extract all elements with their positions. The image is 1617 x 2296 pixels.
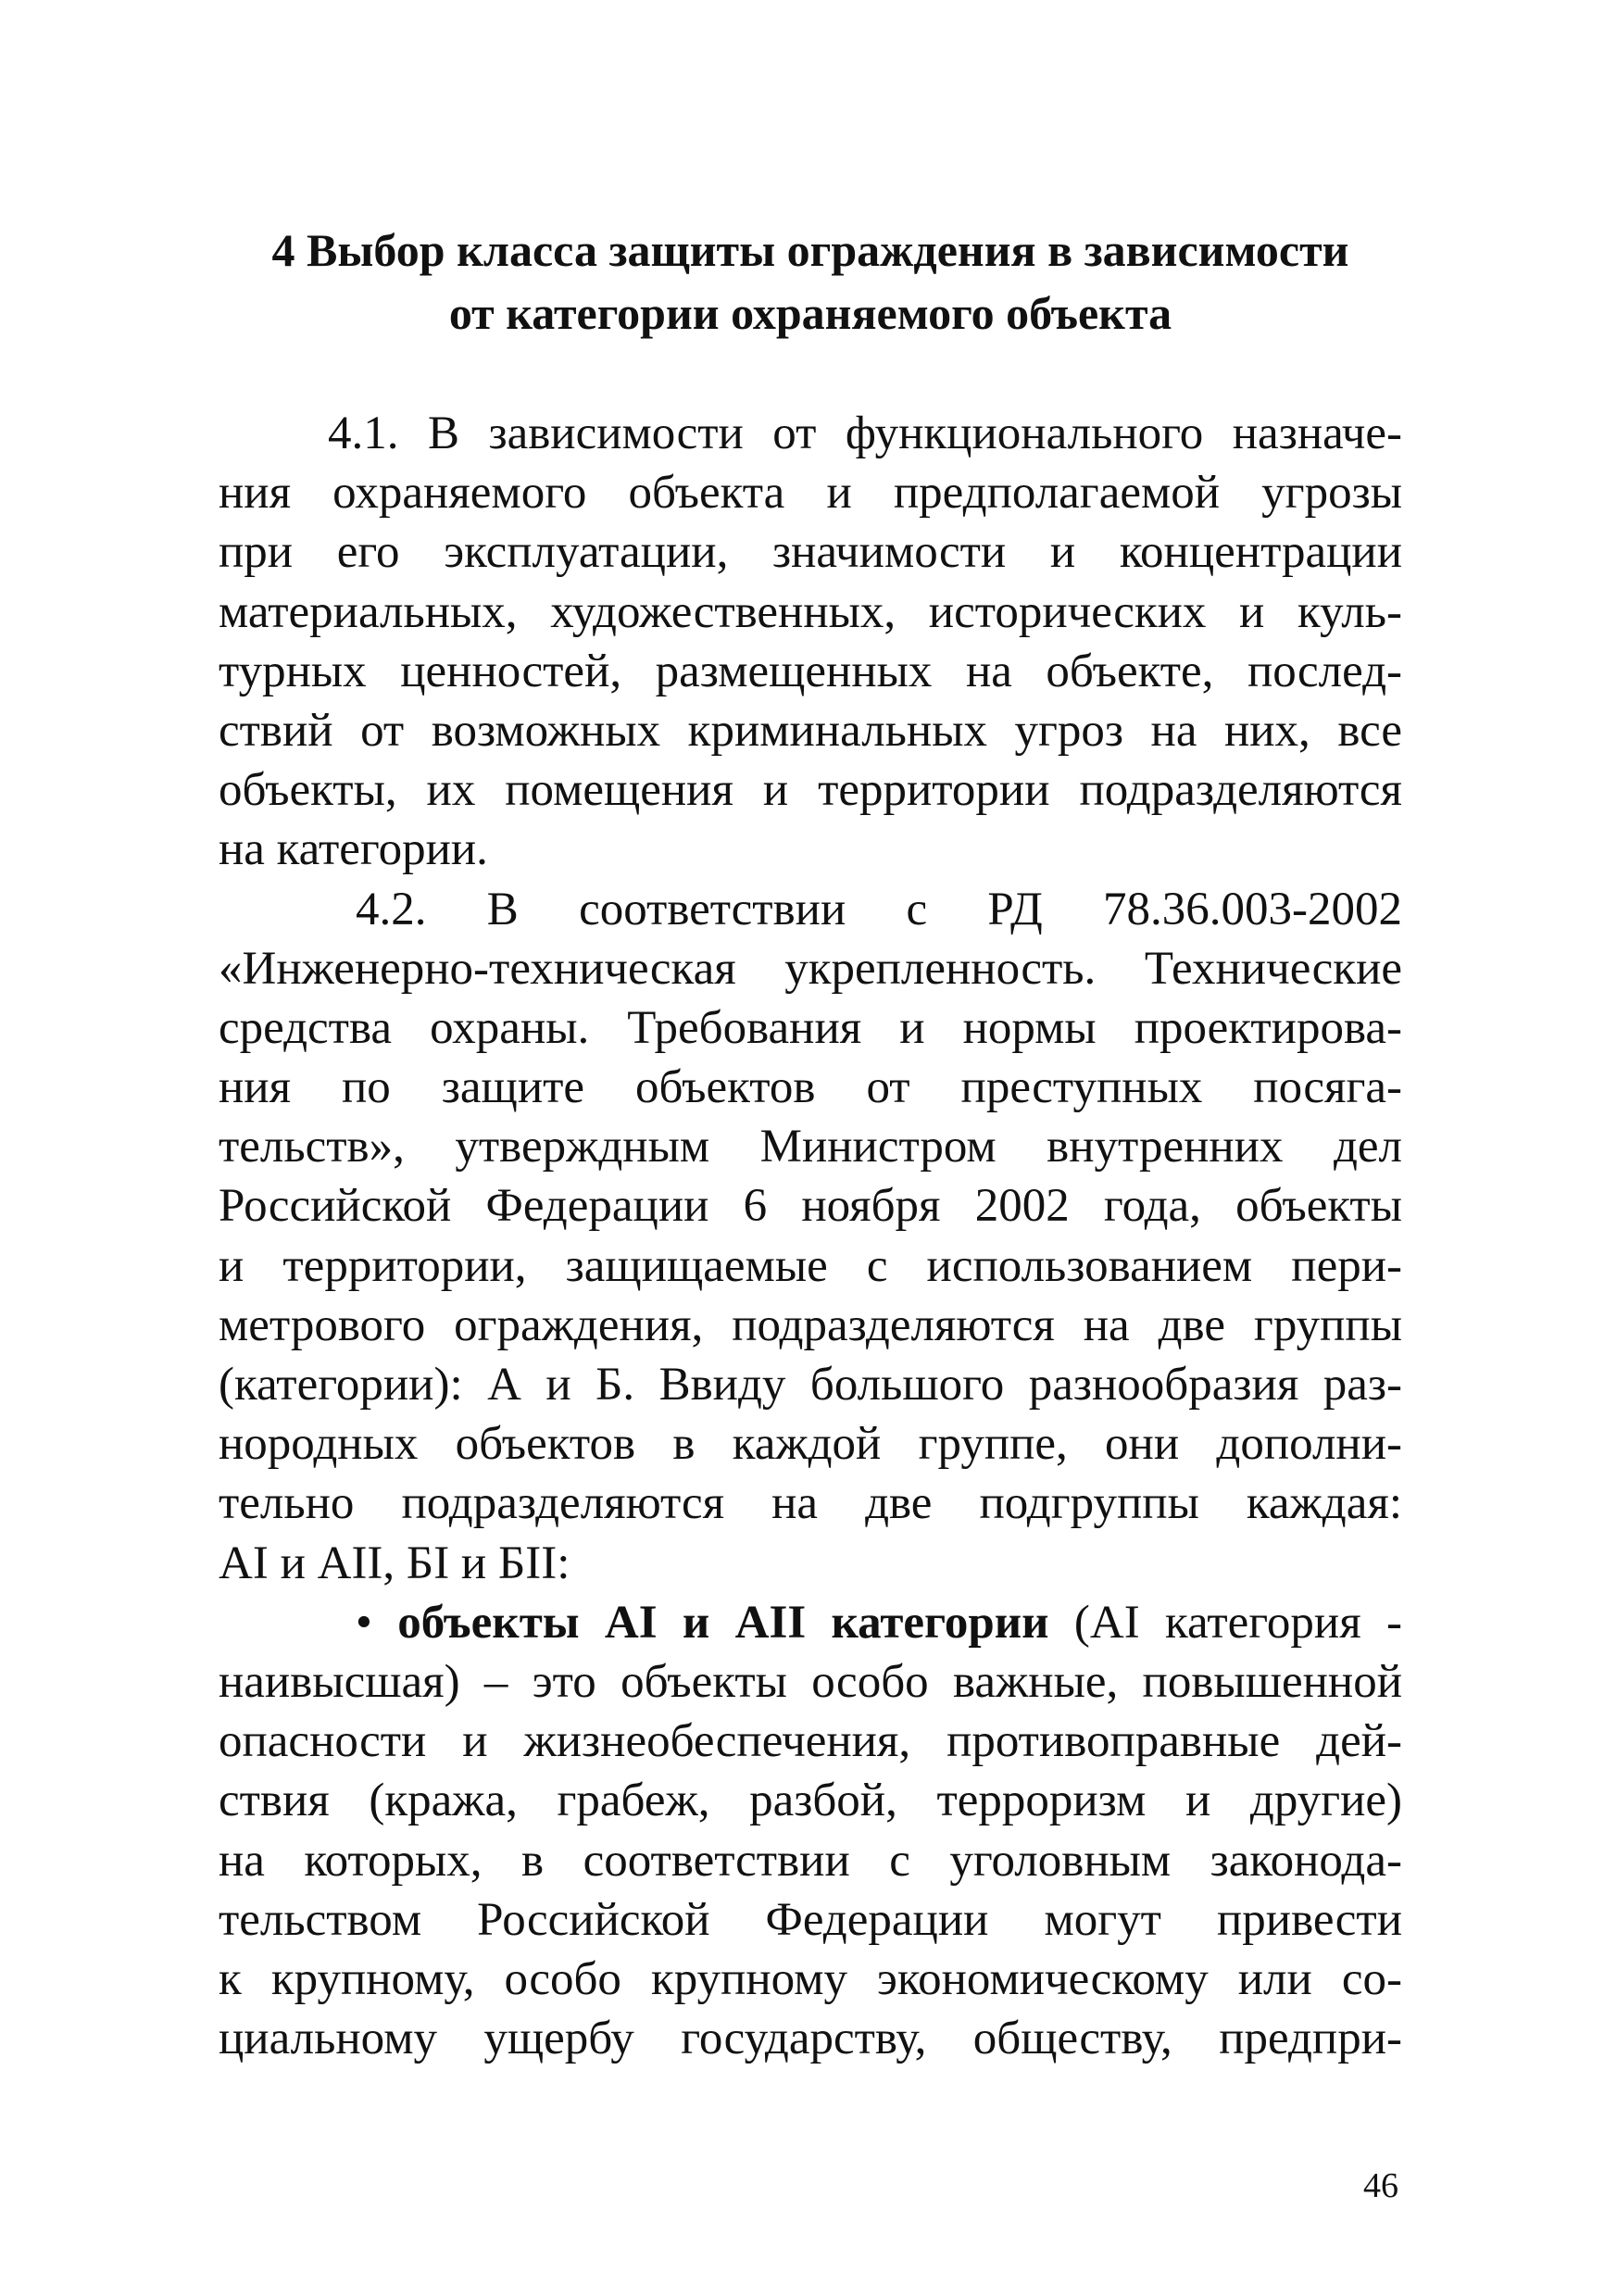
paragraph-line: метрового ограждения, подразделяются на две группы: [219, 1299, 1402, 1351]
paragraph-line: 4.1. В зависимости от функционального назначе-: [328, 408, 1402, 459]
bullet-line: тельством Российской Федерации могут привести: [219, 1893, 1402, 1946]
paragraph-line: ния охраняемого объекта и предполагаемой угрозы: [219, 467, 1402, 520]
bullet-item-first-line: [219, 1593, 1402, 1652]
paragraph-line: тельств», утверждным Министром внутренних дел: [219, 1121, 1402, 1173]
paragraph-line: турных ценностей, размещенных на объекте, послед-: [219, 645, 1402, 697]
paragraph-line: (категории): А и Б. Ввиду большого разнообразия раз-: [219, 1359, 1402, 1411]
bullet-line: к крупному, особо крупному экономическому или со-: [219, 1952, 1402, 2005]
page-number: 46: [1363, 2166, 1398, 2205]
paragraph-line: 4.2. В соответствии с РД 78.36.003-2002: [356, 883, 1402, 935]
bullet-bold-lead: объекты АI и АII категории: [397, 1596, 1049, 1649]
paragraph-line: объекты, их помещения и территории подразделяются: [219, 764, 1402, 817]
bullet-line: опасности и жизнеобеспечения, противоправные дей-: [219, 1715, 1402, 1768]
section-heading-line-1: 4 Выбор класса защиты ограждения в зависимости: [271, 224, 1349, 276]
bullet-line: наивысшая) – это объекты особо важные, повышенной: [219, 1655, 1402, 1708]
paragraph-line: средства охраны. Требования и нормы проектирова-: [219, 1001, 1402, 1054]
bullet-line: на которых, в соответствии с уголовным законода-: [219, 1834, 1402, 1887]
paragraph-line: нородных объектов в каждой группе, они дополни-: [219, 1418, 1402, 1471]
paragraph-line: ния по защите объектов от преступных посяга-: [219, 1061, 1402, 1114]
bullet-first-line-rest: (АI категория -: [1048, 1596, 1402, 1649]
bullet-line: ствия (кража, грабеж, разбой, терроризм и другие): [219, 1775, 1402, 1827]
section-heading: [218, 219, 1403, 345]
body-text: [219, 404, 1402, 2068]
paragraph-line: тельно подразделяются на две подгруппы каждая:: [219, 1477, 1402, 1530]
bullet-icon: •: [356, 1596, 372, 1649]
paragraph-line: при его эксплуатации, значимости и концентрации: [219, 526, 1402, 579]
paragraph-line: «Инженерно-техническая укрепленность. Технические: [219, 942, 1402, 995]
paragraph-line: на категории.: [219, 823, 488, 876]
paragraph-line: Российской Федерации 6 ноября 2002 года, объекты: [219, 1180, 1402, 1233]
paragraph-line: АI и АII, БI и БII:: [219, 1537, 570, 1589]
paragraph-line: ствий от возможных криминальных угроз на них, все: [219, 704, 1402, 757]
bullet-line: циальному ущербу государству, обществу, предпри-: [219, 2013, 1402, 2065]
paragraph-line: материальных, художественных, исторических и куль-: [219, 585, 1402, 638]
paragraph-line: и территории, защищаемые с использованием пери-: [219, 1239, 1402, 1292]
section-heading-line-2: от категории охраняемого объекта: [448, 287, 1172, 339]
